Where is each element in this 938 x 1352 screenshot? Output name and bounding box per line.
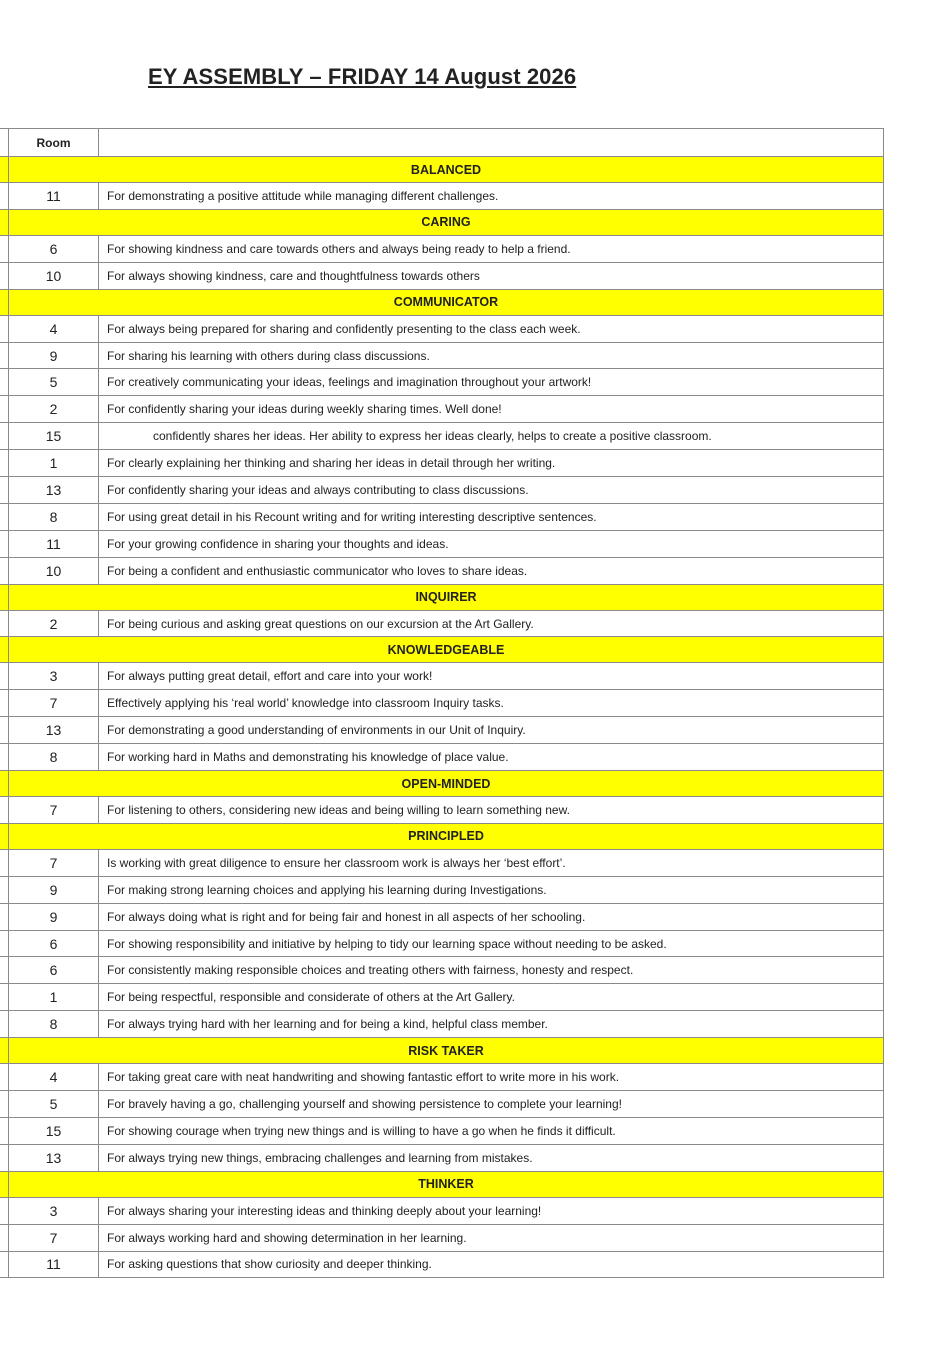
award-row xyxy=(0,262,884,289)
student-name-cell xyxy=(0,984,9,1011)
award-description: For being respectful, responsible and considerate of others at the Art Gallery. xyxy=(99,984,884,1011)
award-row xyxy=(0,717,884,744)
award-row xyxy=(0,1144,884,1171)
award-row xyxy=(0,1117,884,1144)
room-number: 6 xyxy=(9,930,99,957)
student-name-cell xyxy=(0,1197,9,1224)
award-description: For showing kindness and care towards others and always being ready to help a friend. xyxy=(99,235,884,262)
student-name-cell xyxy=(0,1251,9,1278)
award-row xyxy=(0,315,884,342)
category-heading: INQUIRER xyxy=(9,584,884,610)
room-number: 2 xyxy=(9,396,99,423)
award-row xyxy=(0,369,884,396)
student-name-cell xyxy=(0,610,9,637)
awards-table-body xyxy=(0,129,884,1278)
category-heading: KNOWLEDGEABLE xyxy=(9,637,884,663)
award-description: For taking great care with neat handwriting and showing fantastic effort to write more in his work. xyxy=(99,1064,884,1091)
award-row xyxy=(0,396,884,423)
student-name-cell xyxy=(0,1117,9,1144)
award-description: For always putting great detail, effort and care into your work! xyxy=(99,663,884,690)
award-description: For asking questions that show curiosity and deeper thinking. xyxy=(99,1251,884,1278)
room-column-header: Room xyxy=(9,129,99,157)
room-number: 1 xyxy=(9,450,99,477)
award-row xyxy=(0,744,884,771)
student-name-cell xyxy=(0,557,9,584)
room-number: 15 xyxy=(9,1117,99,1144)
room-number: 9 xyxy=(9,876,99,903)
room-number: 2 xyxy=(9,610,99,637)
award-row xyxy=(0,1064,884,1091)
award-row xyxy=(0,797,884,824)
category-heading: CARING xyxy=(9,209,884,235)
category-heading: OPEN-MINDED xyxy=(9,771,884,797)
award-description: For using great detail in his Recount writing and for writing interesting descriptive sentences. xyxy=(99,503,884,530)
page-title: EY ASSEMBLY – FRIDAY 14 August 2026 xyxy=(148,64,577,89)
award-description: For bravely having a go, challenging yourself and showing persistence to complete your learning! xyxy=(99,1091,884,1118)
student-name-cell xyxy=(0,450,9,477)
award-row xyxy=(0,235,884,262)
room-number: 3 xyxy=(9,663,99,690)
student-name-cell xyxy=(0,477,9,504)
student-name-cell xyxy=(0,957,9,984)
room-number: 9 xyxy=(9,342,99,369)
award-description: For being curious and asking great questions on our excursion at the Art Gallery. xyxy=(99,610,884,637)
student-name-cell xyxy=(0,797,9,824)
room-number: 11 xyxy=(9,530,99,557)
room-number: 7 xyxy=(9,1224,99,1251)
award-description: Is working with great diligence to ensure her classroom work is always her ‘best effort’. xyxy=(99,849,884,876)
student-name-cell xyxy=(0,744,9,771)
room-number: 5 xyxy=(9,369,99,396)
award-row xyxy=(0,930,884,957)
award-row xyxy=(0,1224,884,1251)
category-name-cell xyxy=(0,771,9,797)
header-row xyxy=(0,129,884,157)
room-number: 15 xyxy=(9,423,99,450)
student-name-cell xyxy=(0,1064,9,1091)
room-number: 6 xyxy=(9,957,99,984)
category-heading: BALANCED xyxy=(9,157,884,183)
room-number: 7 xyxy=(9,690,99,717)
award-description: For always trying hard with her learning and for being a kind, helpful class member. xyxy=(99,1011,884,1038)
room-number: 11 xyxy=(9,1251,99,1278)
award-row xyxy=(0,1011,884,1038)
award-description: For clearly explaining her thinking and sharing her ideas in detail through her writing. xyxy=(99,450,884,477)
room-number: 10 xyxy=(9,557,99,584)
award-row xyxy=(0,183,884,210)
student-name-cell xyxy=(0,849,9,876)
student-name-cell xyxy=(0,1144,9,1171)
category-name-cell xyxy=(0,637,9,663)
category-heading: COMMUNICATOR xyxy=(9,289,884,315)
award-row xyxy=(0,849,884,876)
student-name-cell xyxy=(0,690,9,717)
room-number: 13 xyxy=(9,477,99,504)
category-row xyxy=(0,771,884,797)
room-number: 6 xyxy=(9,235,99,262)
award-row xyxy=(0,477,884,504)
room-number: 8 xyxy=(9,503,99,530)
award-description: For making strong learning choices and applying his learning during Investigations. xyxy=(99,876,884,903)
award-description: For always being prepared for sharing and confidently presenting to the class each week. xyxy=(99,315,884,342)
student-name-cell xyxy=(0,369,9,396)
award-description: confidently shares her ideas. Her ability to express her ideas clearly, helps to create a positive classroom. xyxy=(99,423,884,450)
award-row xyxy=(0,876,884,903)
award-description: For showing responsibility and initiative by helping to tidy our learning space without needing to be asked. xyxy=(99,930,884,957)
room-number: 10 xyxy=(9,262,99,289)
student-name-cell xyxy=(0,235,9,262)
student-name-cell xyxy=(0,315,9,342)
award-description: For listening to others, considering new ideas and being willing to learn something new. xyxy=(99,797,884,824)
award-description: For working hard in Maths and demonstrating his knowledge of place value. xyxy=(99,744,884,771)
category-row xyxy=(0,823,884,849)
category-heading: RISK TAKER xyxy=(9,1038,884,1064)
room-number: 13 xyxy=(9,1144,99,1171)
room-number: 1 xyxy=(9,984,99,1011)
awards-table xyxy=(0,128,884,1278)
category-row xyxy=(0,637,884,663)
award-description: For always working hard and showing determination in her learning. xyxy=(99,1224,884,1251)
award-description: For being a confident and enthusiastic communicator who loves to share ideas. xyxy=(99,557,884,584)
award-description: For always trying new things, embracing challenges and learning from mistakes. xyxy=(99,1144,884,1171)
room-number: 8 xyxy=(9,744,99,771)
category-name-cell xyxy=(0,823,9,849)
award-row xyxy=(0,903,884,930)
category-name-cell xyxy=(0,289,9,315)
student-name-cell xyxy=(0,930,9,957)
award-row xyxy=(0,690,884,717)
award-row xyxy=(0,342,884,369)
category-name-cell xyxy=(0,157,9,183)
category-name-cell xyxy=(0,1171,9,1197)
student-name-cell xyxy=(0,530,9,557)
student-name-cell xyxy=(0,503,9,530)
room-number: 5 xyxy=(9,1091,99,1118)
student-name-cell xyxy=(0,1224,9,1251)
award-row xyxy=(0,1091,884,1118)
award-description: For always doing what is right and for being fair and honest in all aspects of her schooling. xyxy=(99,903,884,930)
award-row xyxy=(0,530,884,557)
student-name-cell xyxy=(0,262,9,289)
room-number: 8 xyxy=(9,1011,99,1038)
award-description: For showing courage when trying new things and is willing to have a go when he finds it difficult. xyxy=(99,1117,884,1144)
student-name-cell xyxy=(0,423,9,450)
award-description: For confidently sharing your ideas during weekly sharing times. Well done! xyxy=(99,396,884,423)
award-row xyxy=(0,610,884,637)
room-number: 7 xyxy=(9,849,99,876)
room-number: 11 xyxy=(9,183,99,210)
student-name-cell xyxy=(0,342,9,369)
category-row xyxy=(0,584,884,610)
category-row xyxy=(0,157,884,183)
student-name-cell xyxy=(0,183,9,210)
category-row xyxy=(0,289,884,315)
category-row xyxy=(0,1038,884,1064)
category-heading: THINKER xyxy=(9,1171,884,1197)
room-number: 4 xyxy=(9,1064,99,1091)
award-row xyxy=(0,557,884,584)
award-row xyxy=(0,957,884,984)
award-row xyxy=(0,1251,884,1278)
award-description: For creatively communicating your ideas, feelings and imagination throughout your artwork! xyxy=(99,369,884,396)
award-row xyxy=(0,450,884,477)
room-number: 7 xyxy=(9,797,99,824)
student-name-cell xyxy=(0,396,9,423)
award-description: For your growing confidence in sharing your thoughts and ideas. xyxy=(99,530,884,557)
description-column-header xyxy=(99,129,884,157)
category-row xyxy=(0,1171,884,1197)
award-description: For confidently sharing your ideas and always contributing to class discussions. xyxy=(99,477,884,504)
award-description: For consistently making responsible choices and treating others with fairness, honesty and respect. xyxy=(99,957,884,984)
award-description: For always showing kindness, care and thoughtfulness towards others xyxy=(99,262,884,289)
student-name-cell xyxy=(0,1011,9,1038)
award-description: For sharing his learning with others during class discussions. xyxy=(99,342,884,369)
room-number: 4 xyxy=(9,315,99,342)
award-description: Effectively applying his ‘real world’ knowledge into classroom Inquiry tasks. xyxy=(99,690,884,717)
student-name-cell xyxy=(0,903,9,930)
award-row xyxy=(0,663,884,690)
award-description: For always sharing your interesting ideas and thinking deeply about your learning! xyxy=(99,1197,884,1224)
student-name-cell xyxy=(0,663,9,690)
category-heading: PRINCIPLED xyxy=(9,823,884,849)
student-name-cell xyxy=(0,876,9,903)
category-name-cell xyxy=(0,209,9,235)
category-name-cell xyxy=(0,584,9,610)
award-description: For demonstrating a good understanding of environments in our Unit of Inquiry. xyxy=(99,717,884,744)
award-row xyxy=(0,503,884,530)
award-row xyxy=(0,423,884,450)
award-row xyxy=(0,984,884,1011)
name-column-header xyxy=(0,129,9,157)
student-name-cell xyxy=(0,1091,9,1118)
room-number: 13 xyxy=(9,717,99,744)
student-name-cell xyxy=(0,717,9,744)
room-number: 3 xyxy=(9,1197,99,1224)
category-row xyxy=(0,209,884,235)
award-description: For demonstrating a positive attitude while managing different challenges. xyxy=(99,183,884,210)
room-number: 9 xyxy=(9,903,99,930)
category-name-cell xyxy=(0,1038,9,1064)
award-row xyxy=(0,1197,884,1224)
